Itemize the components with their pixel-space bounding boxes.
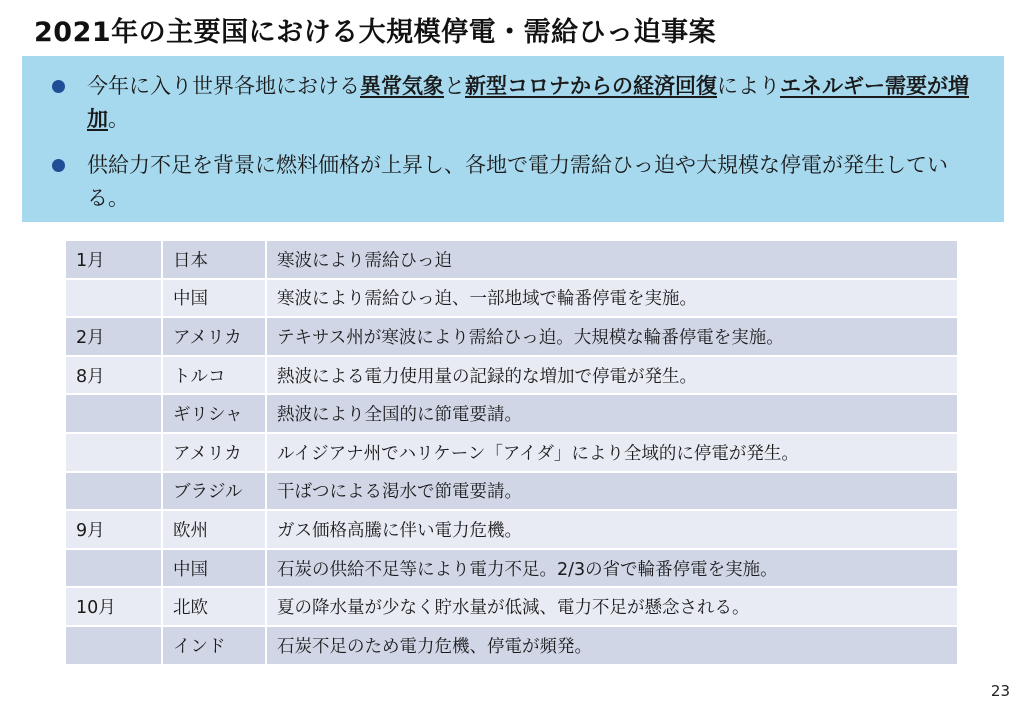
country-cell: ギリシャ: [161, 395, 265, 434]
country-cell: 北欧: [161, 588, 265, 627]
events-table: [66, 241, 957, 666]
page-number: 23: [990, 682, 1010, 700]
summary-bullet-1: [44, 70, 984, 136]
country-cell: ブラジル: [161, 473, 265, 512]
month-cell: [66, 280, 161, 319]
month-cell: [66, 627, 161, 666]
month-cell: 1月: [66, 241, 161, 280]
month-cell: [66, 434, 161, 473]
event-cell: 夏の降水量が少なく貯水量が低減、電力不足が懸念される。: [265, 588, 957, 627]
country-cell: 中国: [161, 550, 265, 589]
table-row: [66, 588, 957, 627]
table-row: [66, 473, 957, 512]
bullet-dot-icon: [52, 159, 65, 172]
table-row: [66, 318, 957, 357]
month-cell: 8月: [66, 357, 161, 396]
event-cell: ルイジアナ州でハリケーン「アイダ」により全域的に停電が発生。: [265, 434, 957, 473]
country-cell: インド: [161, 627, 265, 666]
emphasis-abnormal-weather: 異常気象: [360, 74, 444, 98]
table-row: [66, 550, 957, 589]
table-row: [66, 434, 957, 473]
table-row: [66, 511, 957, 550]
event-cell: ガス価格高騰に伴い電力危機。: [265, 511, 957, 550]
table-row: [66, 357, 957, 396]
table-row: [66, 627, 957, 666]
month-cell: 9月: [66, 511, 161, 550]
table-row: [66, 241, 957, 280]
event-cell: 寒波により需給ひっ迫、一部地域で輪番停電を実施。: [265, 280, 957, 319]
summary-box: [22, 56, 1004, 222]
month-cell: [66, 395, 161, 434]
country-cell: トルコ: [161, 357, 265, 396]
country-cell: 日本: [161, 241, 265, 280]
month-cell: [66, 473, 161, 512]
event-cell: 熱波による電力使用量の記録的な増加で停電が発生。: [265, 357, 957, 396]
bullet-1-part-4: 。: [108, 107, 129, 131]
emphasis-energy-demand: エネルギー需要が増加: [87, 74, 969, 131]
event-cell: 石炭不足のため電力危機、停電が頻発。: [265, 627, 957, 666]
table-row: [66, 395, 957, 434]
country-cell: アメリカ: [161, 318, 265, 357]
event-cell: テキサス州が寒波により需給ひっ迫。大規模な輪番停電を実施。: [265, 318, 957, 357]
bullet-1-part-1: 今年に入り世界各地における: [87, 74, 360, 98]
country-cell: アメリカ: [161, 434, 265, 473]
event-cell: 干ばつによる渇水で節電要請。: [265, 473, 957, 512]
country-cell: 中国: [161, 280, 265, 319]
month-cell: [66, 550, 161, 589]
table-row: [66, 280, 957, 319]
event-cell: 寒波により需給ひっ迫: [265, 241, 957, 280]
event-cell: 熱波により全国的に節電要請。: [265, 395, 957, 434]
bullet-1-part-3: により: [717, 74, 780, 98]
bullet-1-part-2: と: [444, 74, 465, 98]
bullet-1-text: [87, 70, 984, 136]
event-cell: 石炭の供給不足等により電力不足。2/3の省で輪番停電を実施。: [265, 550, 957, 589]
bullet-dot-icon: [52, 80, 65, 93]
month-cell: 2月: [66, 318, 161, 357]
summary-bullet-2: [44, 149, 984, 215]
emphasis-covid-recovery: 新型コロナからの経済回復: [465, 74, 717, 98]
country-cell: 欧州: [161, 511, 265, 550]
slide-title: 2021年の主要国における大規模停電・需給ひっ迫事案: [34, 17, 717, 48]
bullet-2-text: 供給力不足を背景に燃料価格が上昇し、各地で電力需給ひっ迫や大規模な停電が発生している。: [87, 153, 948, 210]
month-cell: 10月: [66, 588, 161, 627]
